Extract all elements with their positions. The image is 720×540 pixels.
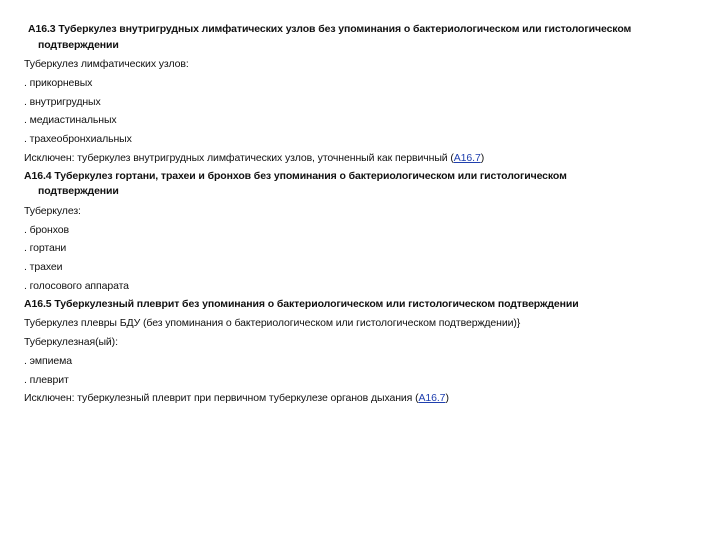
heading-text: A16.5 Туберкулезный плеврит без упоминания о бактериологическом или гистологическом подтверждении bbox=[24, 297, 579, 310]
list-item: . внутригрудных bbox=[24, 95, 101, 108]
heading-continuation: подтверждении bbox=[38, 185, 119, 198]
exclusion-line bbox=[24, 389, 704, 408]
list-item: . голосового аппарата bbox=[24, 279, 129, 292]
code-link-a16-7[interactable]: A16.7 bbox=[453, 151, 481, 164]
heading-text: A16.3 Туберкулез внутригрудных лимфатических узлов без упоминания о бактериологическом или гистологическом bbox=[28, 23, 632, 35]
exclusion-text: Исключен: туберкулез внутригрудных лимфатических узлов, уточненный как первичный ( bbox=[24, 151, 454, 164]
section-heading-a16-5 bbox=[24, 297, 704, 313]
exclusion-text: Исключен: туберкулезный плеврит при первичном туберкулезе органов дыхания ( bbox=[24, 392, 419, 405]
heading-text: A16.4 Туберкулез гортани, трахеи и бронхов без упоминания о бактериологическом или гистологическом bbox=[24, 169, 567, 182]
list-item: Туберкулез: bbox=[24, 204, 81, 217]
document-content bbox=[24, 22, 704, 408]
section-heading-a16-4 bbox=[24, 169, 704, 200]
list-item: . бронхов bbox=[24, 223, 69, 236]
list-item: . трахеобронхиальных bbox=[24, 133, 132, 146]
list-item: . прикорневых bbox=[24, 76, 93, 89]
exclusion-close: ) bbox=[445, 392, 449, 405]
heading-continuation: подтверждении bbox=[38, 38, 119, 51]
list-item: . гортани bbox=[24, 242, 67, 255]
exclusion-close: ) bbox=[480, 151, 485, 164]
code-link-a16-7[interactable]: A16.7 bbox=[418, 392, 446, 405]
exclusion-line bbox=[24, 149, 704, 168]
list-item: Туберкулез лимфатических узлов: bbox=[24, 58, 189, 70]
list-item: . медиастинальных bbox=[24, 114, 117, 127]
list-item: Туберкулез плевры БДУ (без упоминания о бактериологическом или гистологическом подтверждении)} bbox=[24, 317, 521, 330]
list-item: . эмпиема bbox=[24, 354, 72, 367]
list-item: Туберкулезная(ый): bbox=[24, 336, 118, 349]
section-heading-a16-3 bbox=[24, 22, 704, 53]
list-item: . трахеи bbox=[24, 261, 63, 274]
list-item: . плеврит bbox=[24, 373, 69, 386]
